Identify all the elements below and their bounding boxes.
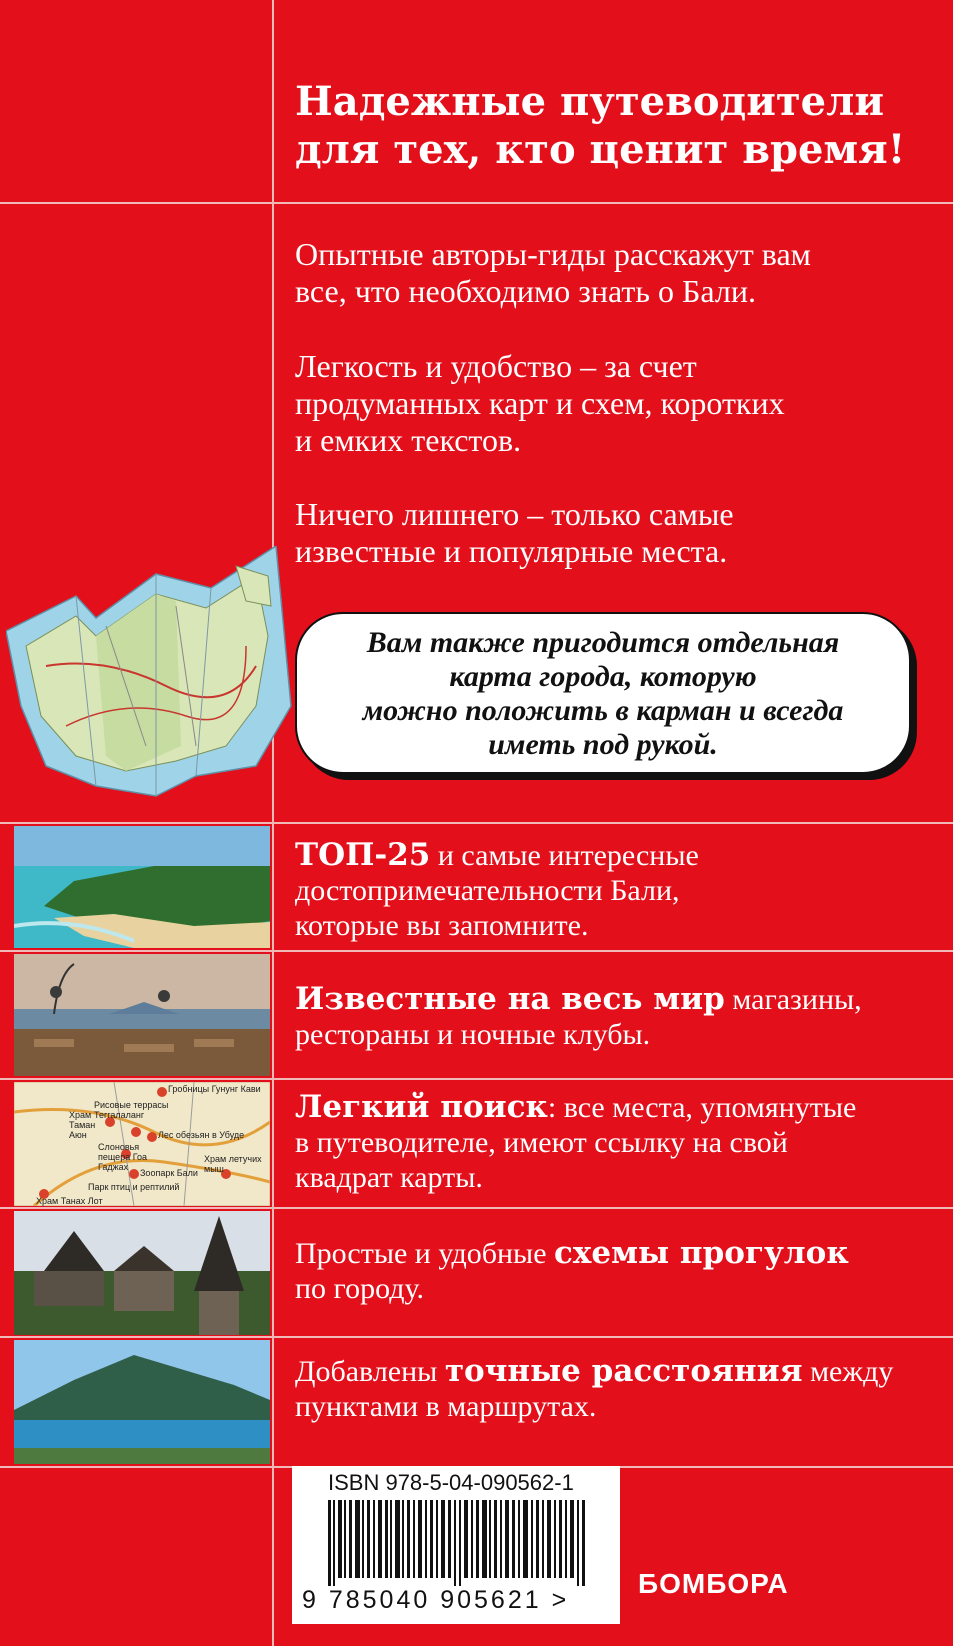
feature-shops: Известные на весь мир магазины, рестораны и ночные клубы.: [295, 981, 862, 1051]
map-label-tanah-lot: Храм Танах Лот: [36, 1196, 103, 1206]
beach-photo: [14, 826, 270, 948]
map-label-rice-terraces: Рисовые террасы Теггалаланг: [94, 1100, 169, 1120]
publisher-logo: БОМБОРА: [638, 1568, 789, 1599]
divider-1: [0, 202, 953, 204]
beach-restaurant-photo: [14, 954, 270, 1076]
isbn-text: ISBN 978-5-04-090562-1: [328, 1470, 574, 1495]
map-label-goa-gajah: Слоновья пещера Гоа Гаджах: [98, 1142, 147, 1172]
divider-6: [0, 1336, 953, 1338]
intro-paragraph-1: Опытные авторы-гиды расскажут вам все, что необходимо знать о Бали.: [295, 236, 811, 309]
map-label-taman-ayun: Храм Таман Аюн: [69, 1110, 96, 1140]
divider-3: [0, 950, 953, 952]
divider-5: [0, 1207, 953, 1209]
map-label-gunung-kawi: Гробницы Гунунг Кави: [168, 1084, 261, 1094]
pocket-map-callout: Вам также пригодится отдельная карта города, которую можно положить в карман и всегда иметь под рукой.: [295, 612, 911, 774]
folded-map-illustration: [6, 546, 306, 810]
map-label-bali-zoo: Зоопарк Бали: [140, 1168, 198, 1178]
divider-4: [0, 1078, 953, 1080]
temple-photo: [14, 1211, 270, 1335]
lake-volcano-photo: [14, 1340, 270, 1464]
feature-distances: Добавлены точные расстояния между пунктами в маршрутах.: [295, 1353, 894, 1423]
barcode-bars: [328, 1500, 590, 1586]
feature-walk-routes: Простые и удобные схемы прогулок по городу.: [295, 1235, 849, 1305]
map-thumbnail: [14, 1082, 270, 1206]
map-label-monkey-forest: Лес обезьян в Убуде: [158, 1130, 245, 1140]
divider-2: [0, 822, 953, 824]
barcode: [292, 1466, 620, 1624]
intro-paragraph-3: Ничего лишнего – только самые известные и популярные места.: [295, 496, 734, 569]
intro-paragraph-2: Легкость и удобство – за счет продуманных карт и схем, коротких и емких текстов.: [295, 348, 785, 458]
barcode-digits: 9 785040 905621 >: [302, 1586, 570, 1614]
feature-easy-search: Легкий поиск: все места, упомянутые в путеводителе, имеют ссылку на свой квадрат карты.: [295, 1089, 857, 1194]
map-label-bat-temple: Храм летучих мыш: [204, 1154, 262, 1174]
map-label-bird-park: Парк птиц и рептилий: [88, 1182, 180, 1192]
feature-top25: ТОП-25 и самые интересные достопримечательности Бали, которые вы запомните.: [295, 837, 699, 942]
headline: Надежные путеводители для тех, кто ценит время!: [295, 78, 906, 173]
